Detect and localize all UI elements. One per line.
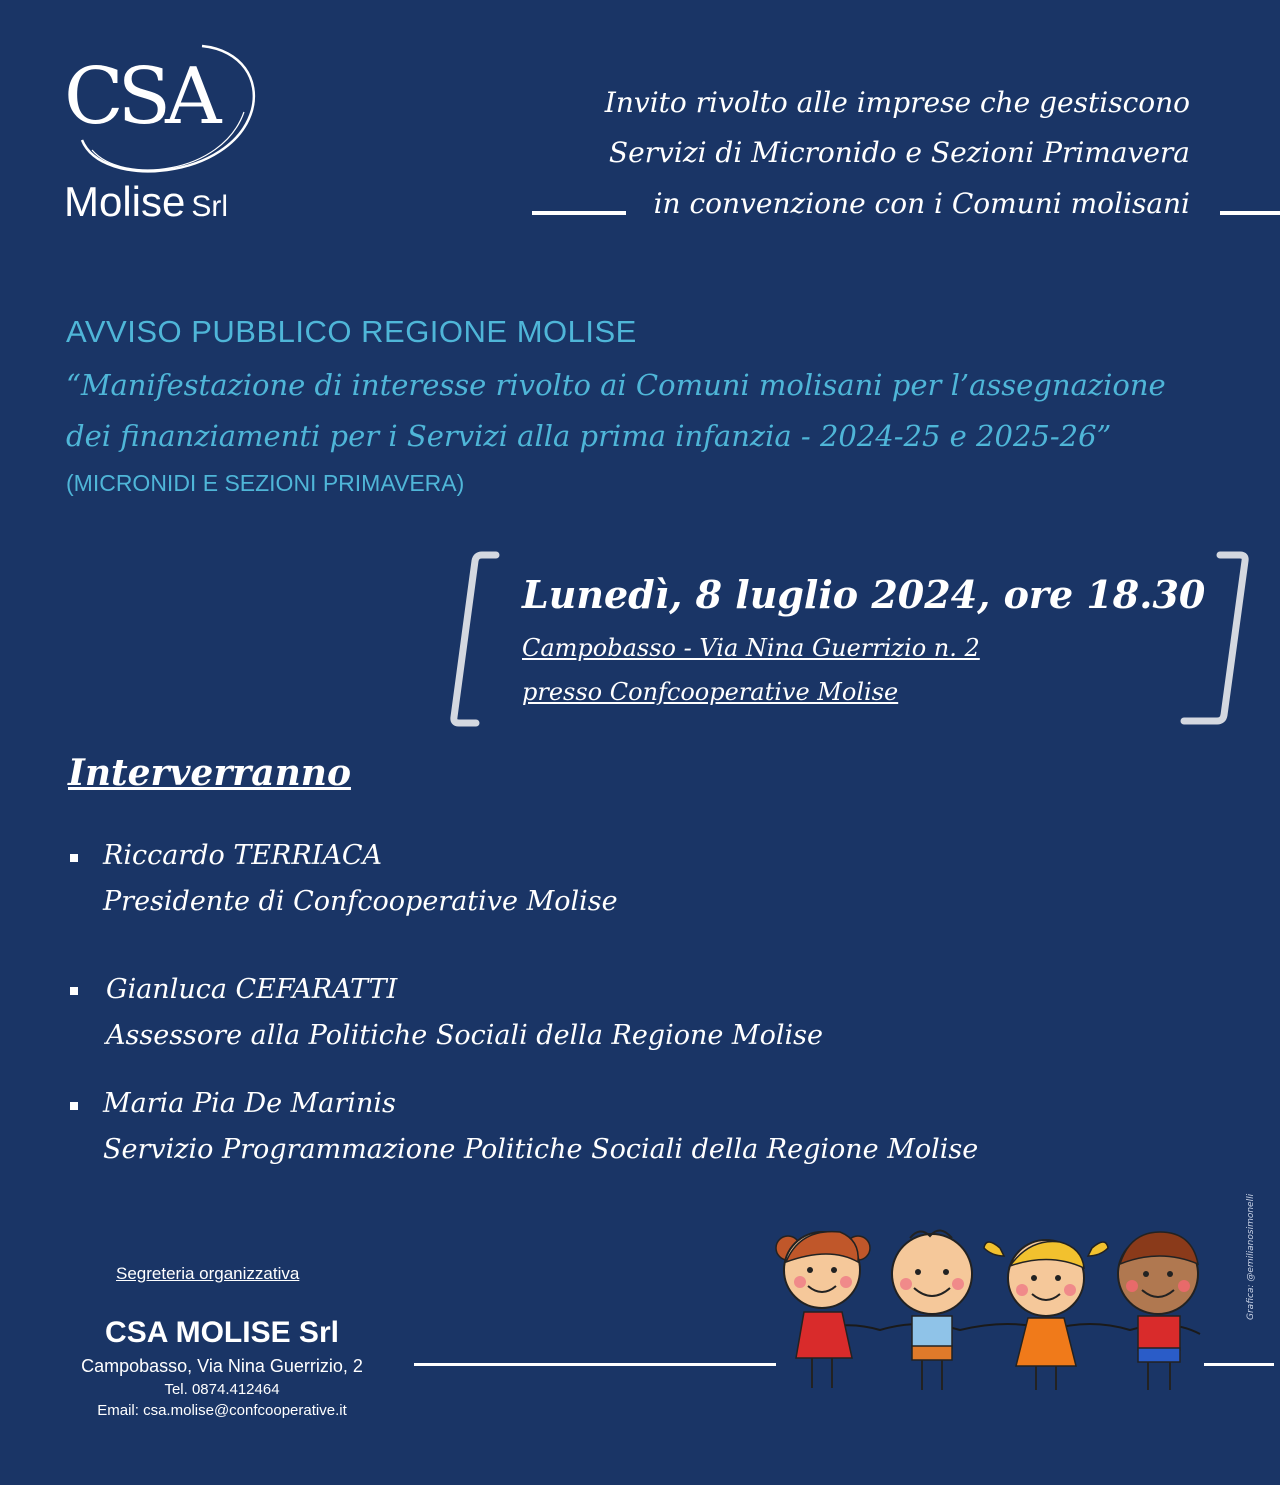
event-date: Lunedì, 8 luglio 2024, ore 18.30 — [522, 572, 1206, 617]
avviso-text-line-1: “Manifestazione di interesse rivolto ai Comuni molisani per l’assegnazione — [66, 368, 1166, 402]
org-phone: Tel. 0874.412464 — [164, 1381, 280, 1398]
event-place-line-2: presso Confcooperative Molise — [522, 678, 899, 706]
square-bullet-icon — [70, 854, 78, 862]
logo-csa-text: CSA — [64, 52, 216, 142]
divider-line — [532, 211, 626, 215]
speaker-role: Assessore alla Politiche Sociali della Regione Molise — [106, 1020, 823, 1051]
square-bullet-icon — [70, 1102, 78, 1110]
invite-line-1: Invito rivolto alle imprese che gestiscono — [604, 86, 1190, 119]
speaker-name: Maria Pia De Marinis — [103, 1088, 396, 1119]
org-address: Campobasso, Via Nina Guerrizio, 2 — [81, 1356, 363, 1376]
speaker-name: Riccardo TERRIACA — [103, 840, 383, 871]
child-2 — [892, 1230, 972, 1390]
org-name: CSA MOLISE Srl — [105, 1316, 339, 1349]
avviso-title: AVVISO PUBBLICO REGIONE MOLISE — [66, 314, 637, 349]
speaker-role: Servizio Programmazione Politiche Sociali della Regione Molise — [103, 1134, 979, 1165]
logo-molise-word: Molise — [64, 178, 186, 225]
divider-line — [1220, 211, 1280, 215]
child-4 — [1118, 1232, 1198, 1390]
graphics-credit: Grafica: @emilianosimonelli — [1246, 1193, 1256, 1320]
avviso-text-line-2: dei finanziamenti per i Servizi alla prima infanzia - 2024-25 e 2025-26” — [66, 419, 1112, 453]
children-holding-hands-illustration — [760, 1218, 1230, 1408]
logo-molise-text — [64, 178, 228, 226]
child-3 — [984, 1240, 1108, 1390]
segreteria-label: Segreteria organizzativa — [116, 1264, 300, 1283]
child-1 — [776, 1232, 870, 1388]
speaker-role: Presidente di Confcooperative Molise — [103, 886, 618, 917]
event-place-line-1: Campobasso - Via Nina Guerrizio n. 2 — [522, 634, 980, 662]
org-email: Email: csa.molise@confcooperative.it — [97, 1402, 347, 1419]
speaker-name: Gianluca CEFARATTI — [106, 974, 398, 1005]
logo-srl-word: Srl — [191, 190, 229, 223]
speakers-title: Interverranno — [68, 752, 351, 794]
invite-line-3: in convenzione con i Comuni molisani — [653, 187, 1190, 220]
divider-line — [414, 1363, 776, 1366]
invite-line-2: Servizi di Micronido e Sezioni Primavera — [608, 136, 1190, 169]
square-bullet-icon — [70, 987, 78, 995]
avviso-subtitle: (MICRONIDI E SEZIONI PRIMAVERA) — [66, 470, 465, 496]
